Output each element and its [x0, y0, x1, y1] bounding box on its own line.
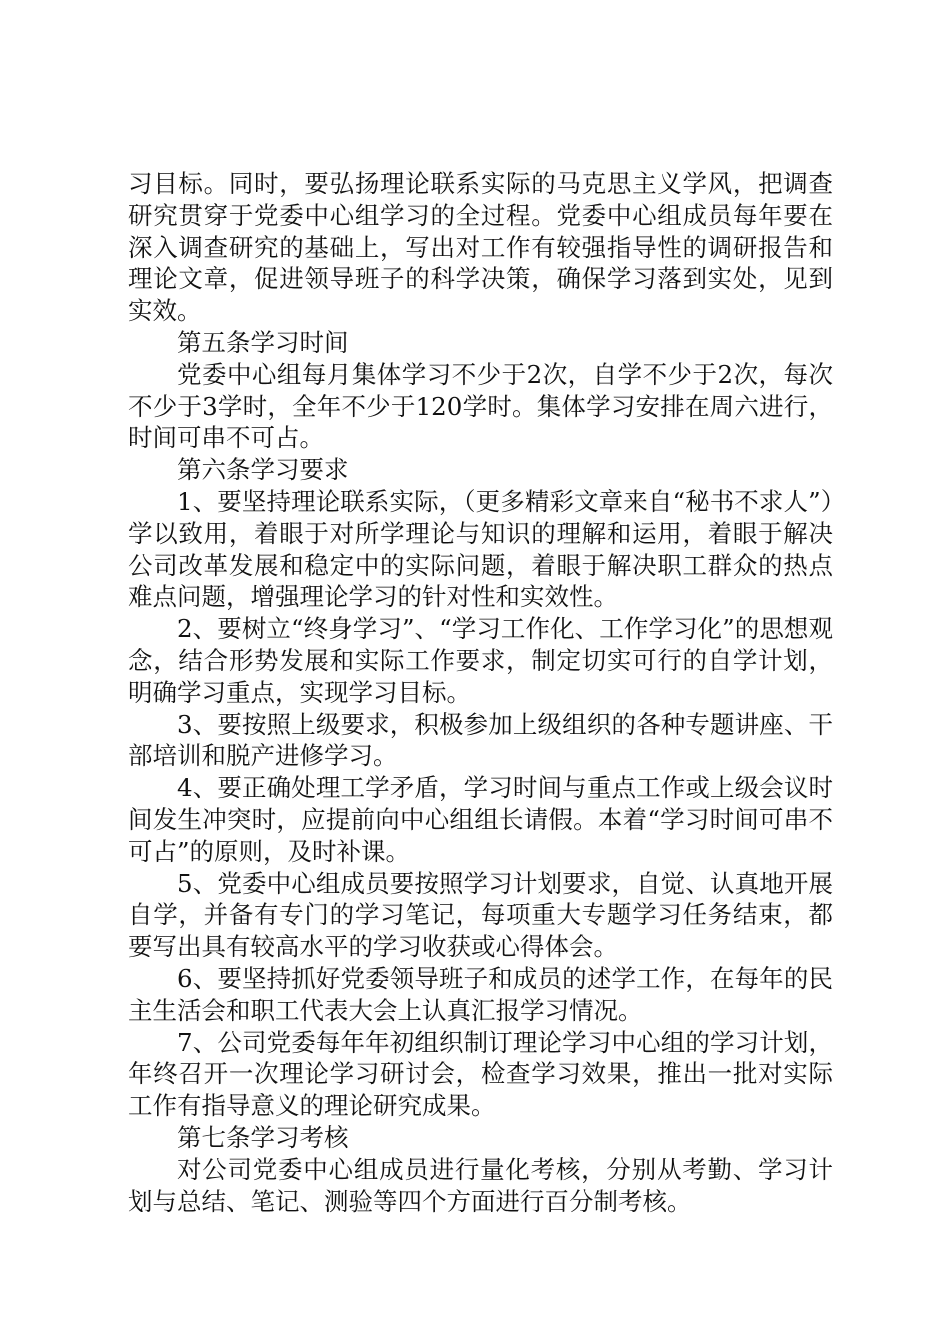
requirement-item-6: 6、要坚持抓好党委领导班子和成员的述学工作，在每年的民主生活会和职工代表大会上认真汇报学习情况。: [128, 963, 833, 1025]
section-heading-article-5: 第五条学习时间: [177, 327, 349, 357]
paragraph-continuation: 习目标。同时，要弘扬理论联系实际的马克思主义学风，把调查研究贯穿于党委中心组学习的全过程。党委中心组成员每年要在深入调查研究的基础上，写出对工作有较强指导性的调研报告和理论文章，促进领导班子的科学决策，确保学习落到实处，见到实效。: [128, 169, 833, 326]
requirement-item-3: 3、要按照上级要求，积极参加上级组织的各种专题讲座、干部培训和脱产进修学习。: [128, 709, 833, 771]
requirement-item-1: 1、要坚持理论联系实际，（更多精彩文章来自“秘书不求人”）学以致用，着眼于对所学理论与知识的理解和运用，着眼于解决公司改革发展和稳定中的实际问题，着眼于解决职工群众的热点难点问题，增强理论学习的针对性和实效性。: [128, 486, 833, 612]
requirement-item-2: 2、要树立“终身学习”、“学习工作化、工作学习化”的思想观念，结合形势发展和实际工作要求，制定切实可行的自学计划，明确学习重点，实现学习目标。: [128, 614, 833, 707]
paragraph-study-time: 党委中心组每月集体学习不少于2次，自学不少于2次，每次不少于3学时，全年不少于120学时。集体学习安排在周六进行，时间可串不可占。: [128, 359, 833, 453]
section-heading-article-7: 第七条学习考核: [177, 1122, 349, 1152]
requirement-item-5: 5、党委中心组成员要按照学习计划要求，自觉、认真地开展自学，并备有专门的学习笔记，每项重大专题学习任务结束，都要写出具有较高水平的学习收获或心得体会。: [128, 868, 833, 962]
requirement-item-4: 4、要正确处理工学矛盾，学习时间与重点工作或上级会议时间发生冲突时，应提前向中心组组长请假。本着“学习时间可串不可占”的原则，及时补课。: [128, 773, 833, 866]
document-body: [128, 168, 833, 1217]
paragraph-assessment: 对公司党委中心组成员进行量化考核，分别从考勤、学习计划与总结、笔记、测验等四个方面进行百分制考核。: [128, 1154, 833, 1216]
requirement-item-7: 7、公司党委每年年初组织制订理论学习中心组的学习计划，年终召开一次理论学习研讨会，检查学习效果，推出一批对实际工作有指导意义的理论研究成果。: [128, 1027, 833, 1121]
section-heading-article-6: 第六条学习要求: [177, 455, 349, 485]
